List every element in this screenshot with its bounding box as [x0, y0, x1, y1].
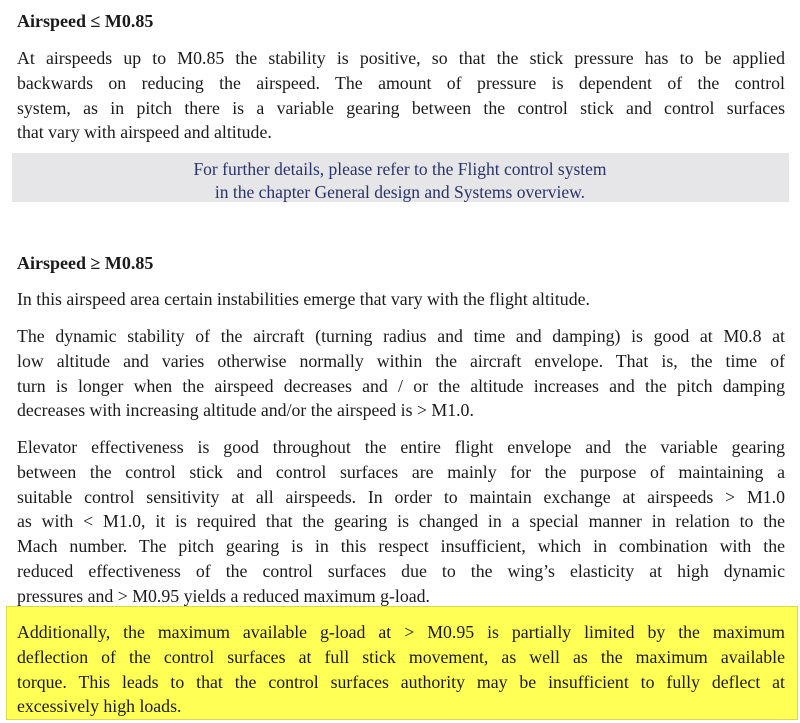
- text-line: suitable control sensitivity at all airspeeds. In order to maintain exchange at airspeeds > M1.0: [17, 486, 785, 507]
- text-line: reduced effectiveness of the control surfaces due to the wing’s elasticity at high dynamic: [17, 560, 785, 581]
- reference-note-text: [0, 158, 800, 204]
- text-line: Additionally, the maximum available g-load at > M0.95 is partially limited by the maximum: [17, 622, 785, 642]
- note-line: For further details, please refer to the Flight control system: [193, 159, 607, 179]
- text-line: Elevator effectiveness is good throughout the entire flight envelope and the variable gearing: [17, 437, 785, 457]
- text-line: low altitude and varies otherwise normally within the aircraft envelope. That is, the time of: [17, 350, 785, 371]
- paragraph-g-load-limit: [17, 620, 785, 719]
- text-line: between the control stick and control surfaces are mainly for the purpose of maintaining a: [17, 461, 785, 482]
- text-line: that vary with airspeed and altitude.: [17, 122, 272, 143]
- text-line: excessively high loads.: [17, 696, 182, 717]
- paragraph-elevator-effectiveness: [17, 435, 785, 609]
- text-line: deflection of the control surfaces at full stick movement, as well as the maximum available: [17, 646, 785, 667]
- text-line: turn is longer when the airspeed decreases and / or the altitude increases and the pitch damping: [17, 375, 785, 396]
- section-heading-subsonic: Airspeed ≤ M0.85: [17, 11, 154, 31]
- text-line: pressures and > M0.95 yields a reduced maximum g-load.: [17, 585, 430, 606]
- paragraph-subsonic-stability: [17, 46, 785, 145]
- text-line: backwards on reducing the airspeed. The amount of pressure is dependent of the control: [17, 72, 785, 93]
- text-line: The dynamic stability of the aircraft (turning radius and time and damping) is good at M0.8 at: [17, 326, 785, 346]
- paragraph-dynamic-stability: [17, 324, 785, 423]
- text-line: as with < M1.0, it is required that the gearing is changed in a special manner in relation to the: [17, 511, 785, 532]
- note-line: in the chapter General design and Systems overview.: [214, 182, 586, 202]
- text-line: In this airspeed area certain instabilities emerge that vary with the flight altitude.: [17, 289, 590, 309]
- paragraph-instabilities: [17, 287, 785, 312]
- text-line: torque. This leads to that the control surfaces authority may be insufficient to fully deflect at: [17, 671, 785, 692]
- section-heading-transonic: Airspeed ≥ M0.85: [17, 253, 154, 273]
- text-line: At airspeeds up to M0.85 the stability is positive, so that the stick pressure has to be applied: [17, 48, 785, 68]
- text-line: decreases with increasing altitude and/or the airspeed is > M1.0.: [17, 400, 474, 421]
- text-line: Mach number. The pitch gearing is in this respect insufficient, which in combination with the: [17, 536, 785, 557]
- text-line: system, as in pitch there is a variable gearing between the control stick and control surfaces: [17, 97, 785, 118]
